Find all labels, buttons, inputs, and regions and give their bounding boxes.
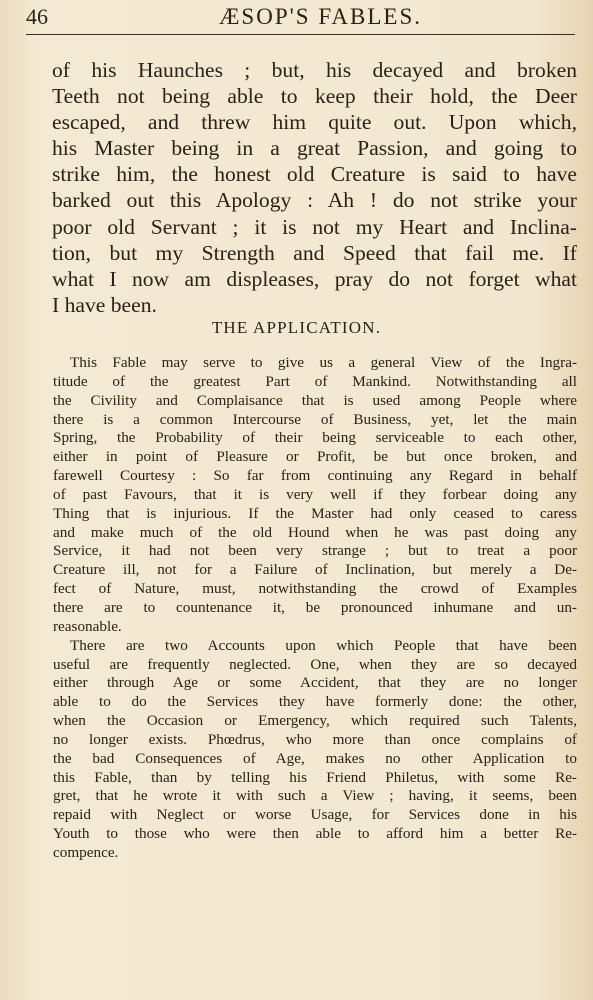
text-line: repaid with Neglect or worse Usage, for Services done in his [53,806,577,824]
text-line: Thing that is injurious. If the Master had only ceased to caress [53,504,577,522]
text-line: barked out this Apology : Ah ! do not strike your [52,188,577,213]
text-line: This Fable may serve to give us a general View of the Ingra- [70,354,577,371]
text-line: of past Favours, that it is very well if they forbear doing any [53,485,577,503]
text-line: this Fable, than by telling his Friend Philetus, with some Re- [53,768,577,786]
text-line: fect of Nature, must, notwithstanding the crowd of Examples [53,580,577,598]
fable-text [52,57,577,318]
text-line: gret, that he wrote it with such a View ; having, it seems, been [53,787,577,805]
text-line: tion, but my Strength and Speed that fail me. If [52,240,577,265]
application-paragraph-2 [53,637,577,863]
text-line: reasonable. [53,617,122,635]
text-line: poor old Servant ; it is not my Heart and Inclina- [52,214,577,239]
text-line: there is a common Intercourse of Business, yet, let the main [53,410,577,428]
text-line: Creature ill, not for a Failure of Inclination, but merely a De- [53,561,577,579]
text-line: farewell Courtesy : So far from continuing any Regard in behalf [53,467,577,485]
text-line: no longer exists. Phœdrus, who more than once complains of [53,730,577,748]
text-line: of his Haunches ; but, his decayed and broken [52,58,577,82]
text-line: either in point of Pleasure or Profit, be but once broken, and [53,448,577,466]
text-line: I have been. [52,292,157,317]
text-line: Teeth not being able to keep their hold, the Deer [52,84,577,109]
application-paragraph-1 [53,354,577,637]
application-text [53,354,577,863]
text-line: and make much of the old Hound when he was past doing any [53,523,577,541]
text-line: there are to countenance it, be pronounced inhumane and un- [53,598,577,616]
text-line: his Master being in a great Passion, and going to [52,136,577,161]
text-line: Spring, the Probability of their being serviceable to each other, [53,429,577,447]
page-header [26,4,575,35]
text-line: either through Age or some Accident, that they are no longer [53,674,577,692]
text-line: able to do the Services they have formerly done: the other, [53,693,577,711]
text-line: useful are frequently neglected. One, when they are so decayed [53,655,577,673]
text-line: when the Occasion or Emergency, which required such Talents, [53,712,577,730]
text-line: the bad Consequences of Age, makes no other Application to [53,749,577,767]
text-line: strike him, the honest old Creature is said to have [52,162,577,187]
text-line: what I now am displeases, pray do not forget what [52,266,577,291]
running-title: ÆSOP'S FABLES. [218,4,422,29]
text-line: compence. [53,843,119,861]
text-line: escaped, and threw him quite out. Upon which, [52,110,577,135]
text-line: Service, it had not been very strange ; but to treat a poor [53,542,577,560]
text-line: There are two Accounts upon which People that have been [70,636,577,654]
application-heading: THE APPLICATION. [211,318,382,337]
text-line: titude of the greatest Part of Mankind. Notwithstanding all [53,372,577,390]
page-number: 46 [26,4,48,29]
text-line: the Civility and Complaisance that is used among People where [53,391,577,409]
text-line: Youth to those who were then able to afford him a better Re- [53,825,577,843]
